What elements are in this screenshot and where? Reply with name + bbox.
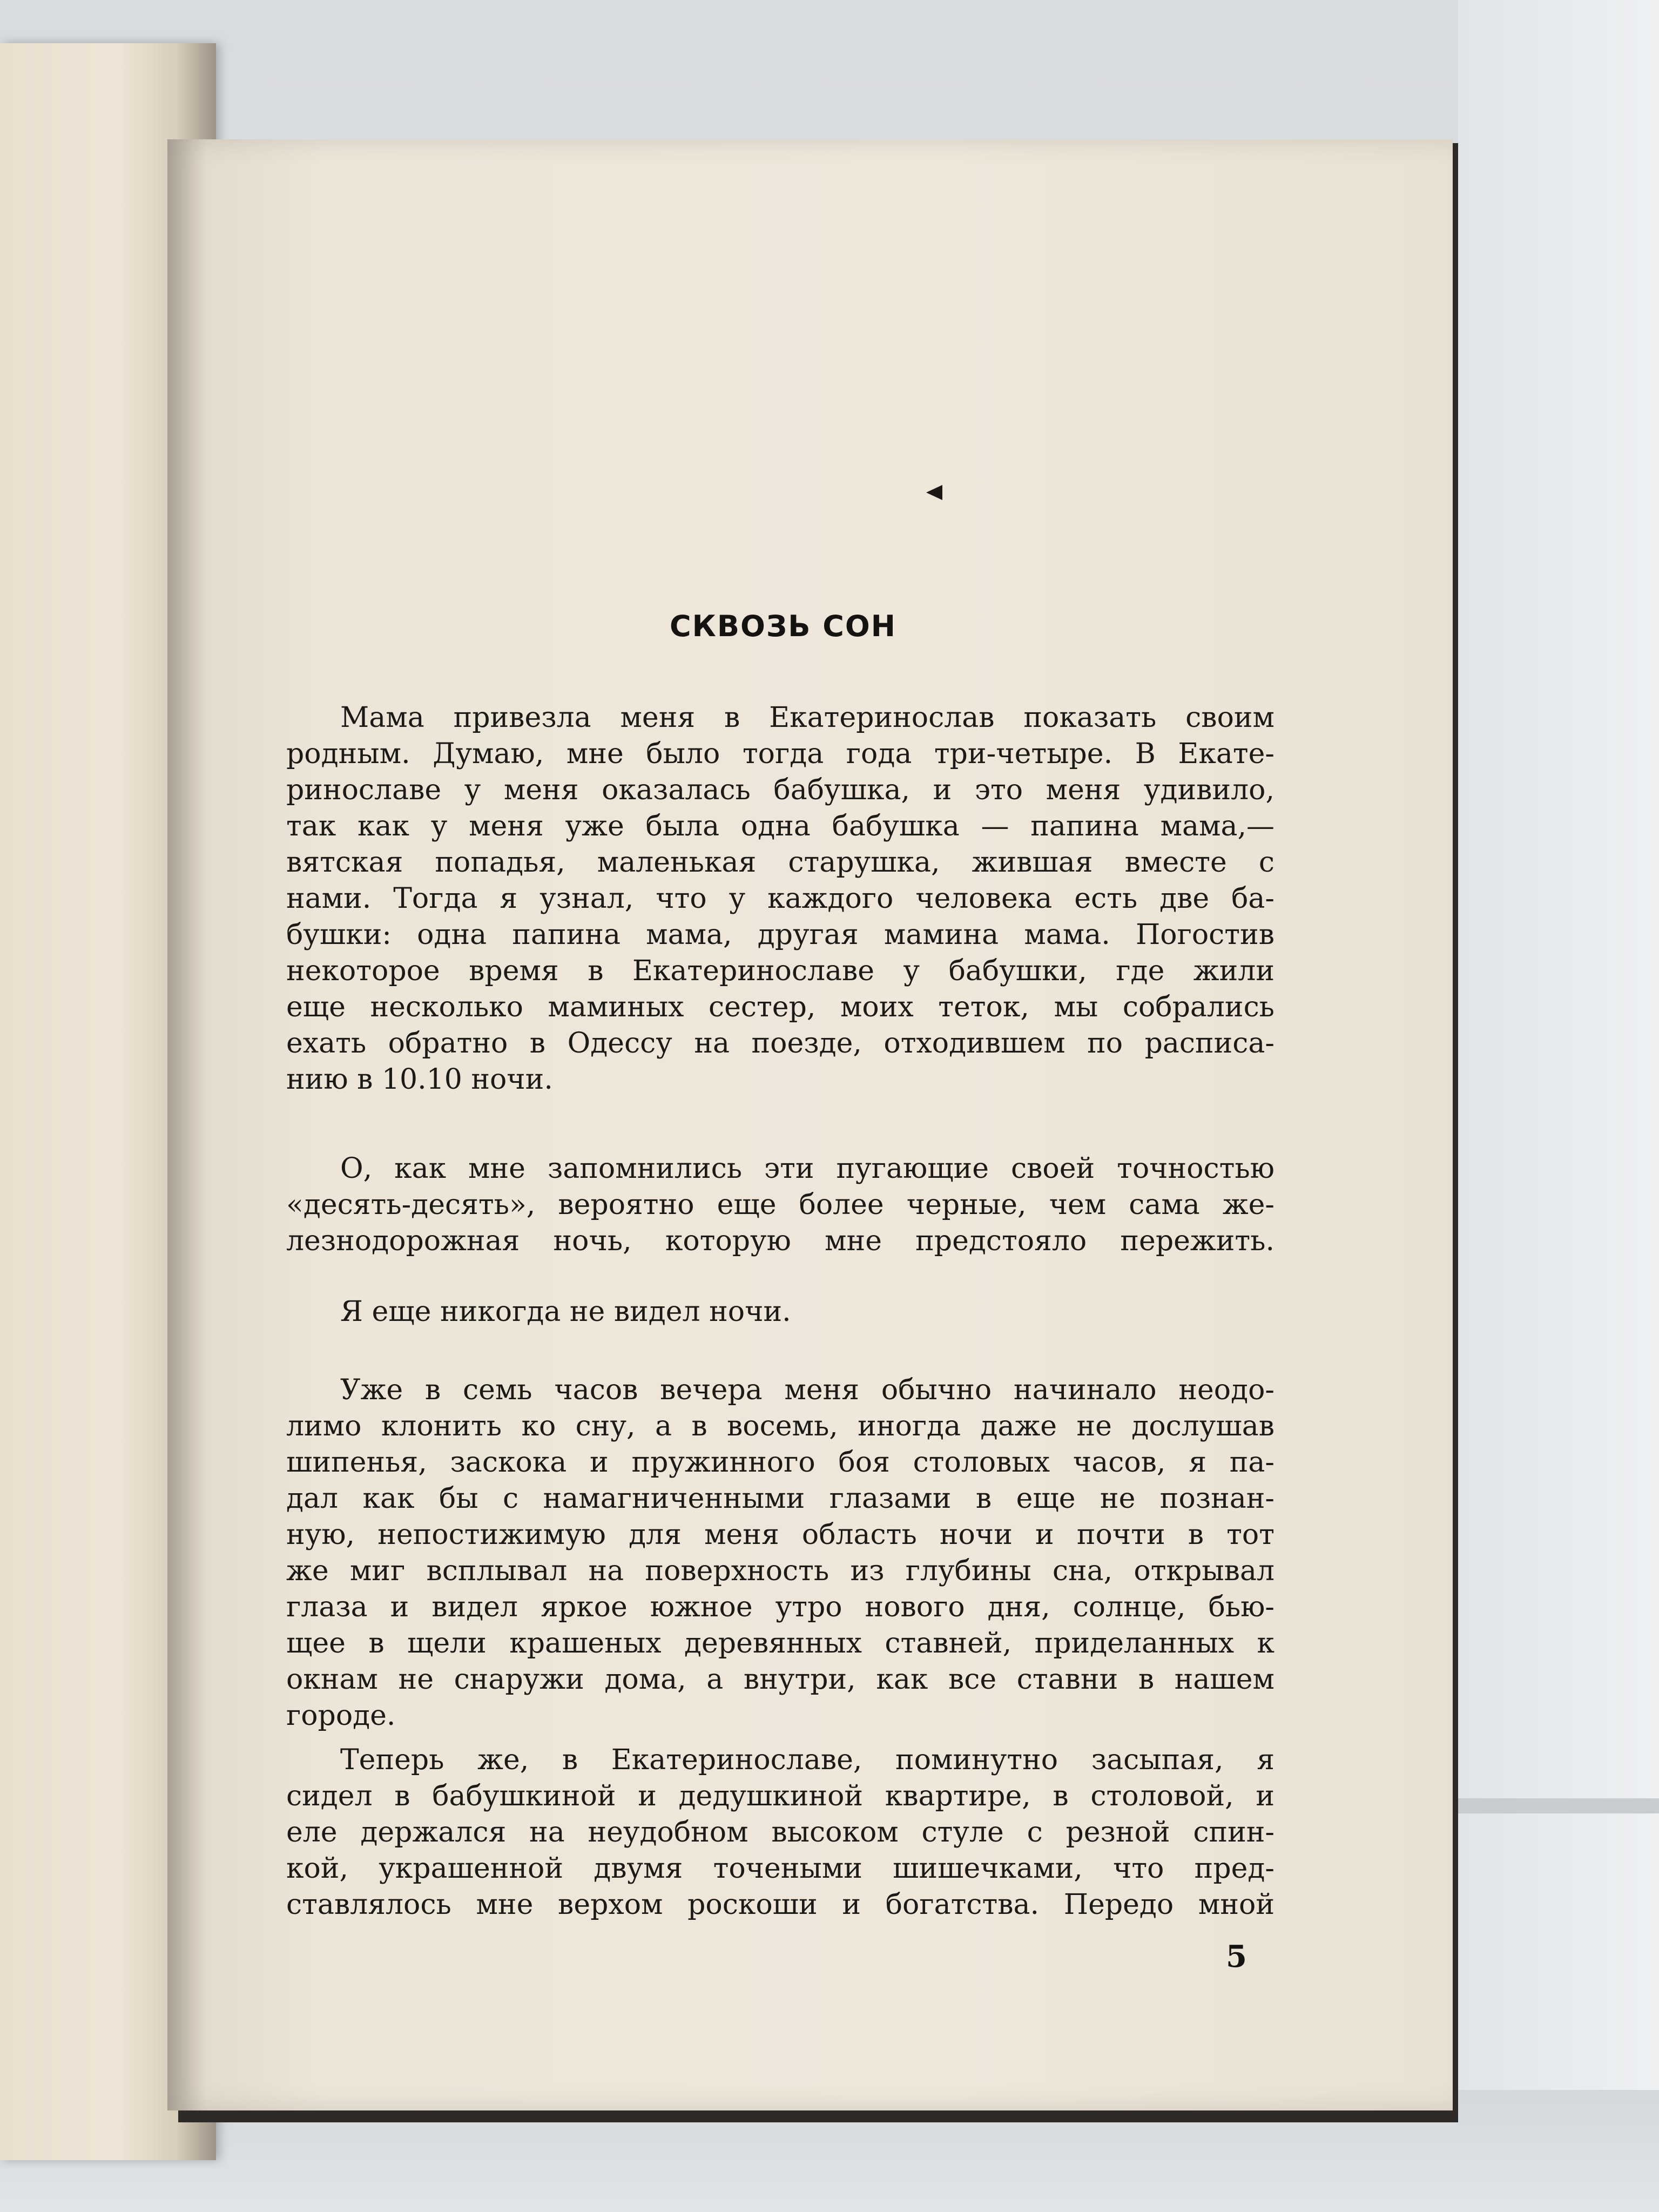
text-line: «десять-десять», вероятно еще более черные, чем сама же- xyxy=(286,1189,1274,1221)
text-line: еще несколько маминых сестер, моих теток, мы собрались xyxy=(286,991,1274,1023)
text-line: нию в 10.10 ночи. xyxy=(286,1063,553,1096)
text-line: Я еще никогда не видел ночи. xyxy=(340,1296,791,1328)
text-line: Мама привезла меня в Екатеринослав показать своим xyxy=(340,702,1274,734)
text-line: лезнодорожная ночь, которую мне предстояло пережить. xyxy=(286,1225,1274,1257)
text-line: родным. Думаю, мне было тогда года три-четыре. В Екате- xyxy=(286,738,1274,770)
text-line: дал как бы с намагниченными глазами в еще не познан- xyxy=(286,1482,1274,1515)
text-line: вятская попадья, маленькая старушка, жившая вместе с xyxy=(286,846,1274,879)
text-line: кой, украшенной двумя точеными шишечками, что пред- xyxy=(286,1852,1274,1885)
text-line: же миг всплывал на поверхность из глубины сна, открывал xyxy=(286,1555,1274,1587)
text-line: сидел в бабушкиной и дедушкиной квартире, в столовой, и xyxy=(286,1780,1274,1812)
text-line: ринославе у меня оказалась бабушка, и это меня удивило, xyxy=(286,774,1274,806)
text-line: лимо клонить ко сну, а в восемь, иногда даже не дослушав xyxy=(286,1410,1274,1442)
text-line: так как у меня уже была одна бабушка — папина мама,— xyxy=(286,810,1274,842)
text-line: щее в щели крашеных деревянных ставней, приделанных к xyxy=(286,1627,1274,1660)
text-line: ставлялось мне верхом роскоши и богатства. Передо мной xyxy=(286,1889,1274,1921)
text-line: городе. xyxy=(286,1700,396,1732)
text-line: Теперь же, в Екатеринославе, поминутно засыпая, я xyxy=(340,1744,1274,1776)
text-line: шипенья, заскока и пружинного боя столовых часов, я па- xyxy=(286,1446,1274,1479)
text-line: О, как мне запомнились эти пугающие своей точностью xyxy=(340,1152,1274,1185)
background-shelf xyxy=(1458,0,1659,2212)
text-line: ную, непостижимую для меня область ночи и почти в тот xyxy=(286,1519,1274,1551)
text-line: бушки: одна папина мама, другая мамина мама. Погостив xyxy=(286,919,1274,951)
print-mark-icon xyxy=(926,485,942,500)
text-line: Уже в семь часов вечера меня обычно начинало неодо- xyxy=(340,1374,1274,1406)
text-line: ехать обратно в Одессу на поезде, отходившем по расписа- xyxy=(286,1027,1274,1060)
chapter-title: СКВОЗЬ СОН xyxy=(670,609,896,643)
text-line: глаза и видел яркое южное утро нового дня, солнце, бью- xyxy=(286,1591,1274,1623)
text-line: нами. Тогда я узнал, что у каждого человека есть две ба- xyxy=(286,882,1274,915)
page-number: 5 xyxy=(1226,1939,1247,1974)
text-line: некоторое время в Екатеринославе у бабушки, где жили xyxy=(286,955,1274,987)
shelf-edge xyxy=(1458,1798,1659,1813)
text-line: еле держался на неудобном высоком стуле с резной спин- xyxy=(286,1816,1274,1849)
text-line: окнам не снаружи дома, а внутри, как все ставни в нашем xyxy=(286,1663,1274,1696)
